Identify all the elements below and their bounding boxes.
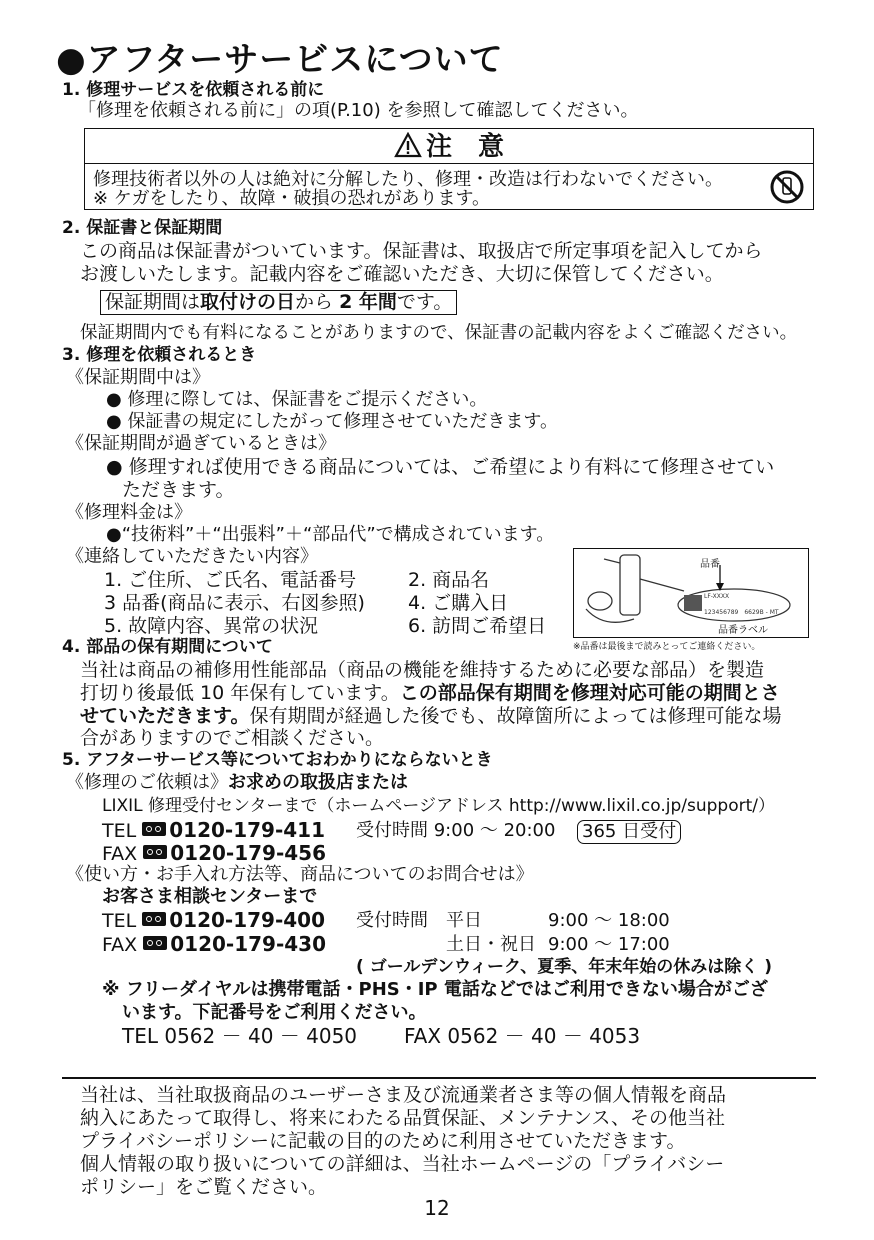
privacy-line-4: 個人情報の取り扱いについての詳細は、当社ホームページの「プライバシー [80,1153,725,1175]
privacy-line-3: プライバシーポリシーに記載の目的のために利用させていただきます。 [80,1130,686,1152]
privacy-line-1: 当社は、当社取扱商品のユーザーさま及び流通業者さま等の個人情報を商品 [80,1084,727,1106]
figure-caption: ※品番は最後まで読みとってご連絡ください。 [573,642,761,652]
caution-line-1: 修理技術者以外の人は絶対に分解したり、修理・改造は行わないでください。 [93,169,723,190]
figure-label-code: LF-XXXX [704,593,730,600]
fee-bullet: ●“技術料”＋“出張料”＋“部品代”で構成されています。 [106,524,555,545]
contact-item-1: 1. ご住所、ご氏名、電話番号 [104,569,357,591]
caution-heading [85,131,813,163]
caution-line-2: ※ ケガをしたり、故障・破損の恐れがあります。 [93,188,491,209]
free-dial-icon [142,912,166,926]
privacy-line-2: 納入にあたって取得し、将来にわたる品質保証、メンテナンス、その他当社 [80,1107,726,1129]
contact-item-2: 2. 商品名 [408,569,490,591]
contact-label: 《連絡していただきたい内容》 [66,546,318,567]
weekday-label: 平日 [446,910,482,931]
holiday-hours: 9:00 ～ 17:00 [548,934,670,955]
free-dial-note-2: います。下記番号をご利用ください。 [122,1002,427,1023]
section-4-heading: 4. 部品の保有期間について [62,637,273,657]
free-dial-icon [142,822,166,836]
holiday-label: 土日・祝日 [446,934,536,955]
page-title: ●アフターサービスについて [56,40,504,80]
usage-inquiry-label: 《使い方・お手入れ方法等、商品についてのお問合せは》 [66,864,534,885]
page-number: 12 [424,1196,450,1220]
during-warranty-label: 《保証期間中は》 [66,367,210,388]
alt-fax: FAX 0562 － 40 － 4053 [404,1024,641,1048]
figure-label-top: 品番 [700,559,720,570]
after-warranty-label: 《保証期間が過ぎているときは》 [66,433,336,454]
hours-center-label: 受付時間 [356,910,428,931]
section-4-line-3: せていただきます。保有期間が経過した後でも、故障箇所によっては修理可能な場 [80,705,782,727]
section-2-line-2: お渡しいたします。記載内容をご確認いただき、大切に保管してください。 [80,263,724,285]
hours-repair: 受付時間 9:00 ～ 20:00 [356,820,556,841]
section-5-heading: 5. アフターサービス等についておわかりにならないとき [62,750,493,770]
figure-label-bottom: 品番ラベル [718,625,768,636]
section-4-line-1: 当社は商品の補修用性能部品（商品の機能を維持するために必要な部品）を製造 [80,659,765,681]
no-disassembly-icon [769,169,805,205]
section-2-heading: 2. 保証書と保証期間 [62,218,223,238]
alt-tel[interactable]: TEL 0562 － 40 － 4050 [122,1024,358,1048]
free-dial-icon [143,845,167,859]
lixil-center: LIXIL 修理受付センターまで（ホームページアドレス http://www.lixil.co.jp/support/） [102,796,775,816]
tel-repair[interactable]: 0120-179-411 [169,818,326,842]
figure-label-serial: 123456789 6629B - MT [704,609,779,616]
365-badge: 365 日受付 [577,820,681,844]
privacy-line-5: ポリシー」をご覧ください。 [80,1176,328,1198]
fax-repair-row: FAX 0120-179-456 [102,841,327,865]
after-bullet-1-cont: ただきます。 [122,479,235,501]
contact-item-4: 4. ご購入日 [408,592,509,614]
fax-center: 0120-179-430 [170,932,327,956]
section-1-text: 「修理を依頼される前に」の項(P.10) を参照して確認してください。 [78,100,639,121]
product-label-figure [573,548,809,638]
faucet-illustration [574,549,808,637]
customer-center: お客さま相談センターまで [102,886,318,907]
after-bullet-1: ● 修理すれば使用できる商品については、ご希望により有料にて修理させてい [106,456,775,478]
holiday-exception: ( ゴールデンウィーク、夏季、年末年始の休みは除く ) [356,957,772,977]
weekday-hours: 9:00 ～ 18:00 [548,910,670,931]
tel-repair-row: TEL 0120-179-411 [102,818,326,842]
section-3-heading: 3. 修理を依頼されるとき [62,345,257,365]
section-1-heading: 1. 修理サービスを依頼される前に [62,80,325,100]
warranty-period-box: 保証期間は取付けの日から 2 年間です。 [100,290,457,315]
during-bullet-1: ● 修理に際しては、保証書をご提示ください。 [106,389,488,410]
fax-repair: 0120-179-456 [170,841,327,865]
section-2-line-1: この商品は保証書がついています。保証書は、取扱店で所定事項を記入してから [80,240,763,262]
during-bullet-2: ● 保証書の規定にしたがって修理させていただきます。 [106,411,558,432]
warning-icon [394,132,422,158]
contact-item-5: 5. 故障内容、異常の状況 [104,615,319,637]
tel-center[interactable]: 0120-179-400 [169,908,326,932]
caution-title: 注 意 [425,132,504,162]
tel-center-row: TEL 0120-179-400 [102,908,326,932]
fee-label: 《修理料金は》 [66,502,192,523]
contact-item-3: 3 品番(商品に表示、右図参照) [104,592,365,614]
fax-center-row: FAX 0120-179-430 [102,932,327,956]
privacy-divider [62,1077,816,1079]
section-4-line-4: 合がありますのでご相談ください。 [80,727,385,749]
section-4-line-2: 打切り後最低 10 年保有しています。この部品保有期間を修理対応可能の期間とさ [80,682,780,704]
free-dial-icon [143,936,167,950]
free-dial-note-1: ※ フリーダイヤルは携帯電話・PHS・IP 電話などではご利用できない場合がござ [102,979,768,1000]
contact-item-6: 6. 訪問ご希望日 [408,615,547,637]
repair-request: 《修理のご依頼は》お求めの取扱店または [66,772,408,793]
caution-box [84,128,814,210]
section-2-note: 保証期間内でも有料になることがありますので、保証書の記載内容をよくご確認ください。 [80,323,798,343]
